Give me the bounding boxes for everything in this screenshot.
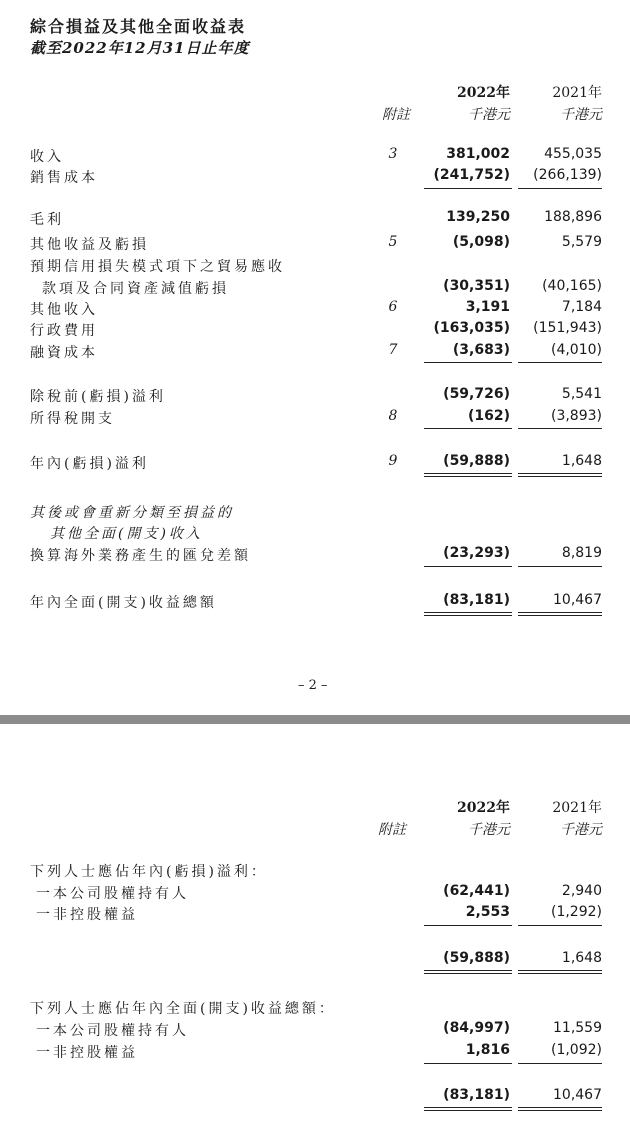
subtotal-rule — [518, 362, 602, 363]
row-2021-exchange-diff: 8,819 — [561, 545, 602, 561]
row-2021-pbt: 5,541 — [561, 386, 602, 402]
p2-2021-total-2: 10,467 — [553, 1087, 602, 1103]
subtotal-rule — [518, 925, 602, 926]
page-number: – 2 – — [298, 678, 328, 693]
p2-col-2022-unit: 千港元 — [468, 822, 510, 838]
row-2022-total-comprehensive: (83,181) — [443, 592, 510, 608]
row-2022-profit-for-year: (59,888) — [443, 453, 510, 469]
p2-col-2022-year: 2022年 — [457, 800, 510, 816]
row-note-profit-for-year: 9 — [388, 453, 398, 469]
total-rule — [424, 612, 512, 613]
subtotal-rule — [518, 188, 602, 189]
total-rule — [518, 1107, 602, 1108]
statement-period: 截至2022年12月31日止年度 — [30, 39, 250, 57]
row-label-ecl-line2: 款項及合同資產減值虧損 — [42, 281, 229, 297]
total-rule — [518, 473, 602, 474]
p2-2021-owners-2: 11,559 — [553, 1020, 602, 1036]
row-2021-admin-expenses: (151,943) — [533, 320, 602, 336]
subtotal-rule — [424, 428, 512, 429]
row-label-exchange-diff: 換算海外業務產生的匯兌差額 — [30, 548, 251, 564]
row-note-finance-costs: 7 — [388, 342, 398, 358]
total-rule — [518, 970, 602, 971]
row-2022-finance-costs: (3,683) — [452, 342, 510, 358]
row-label-other-income: 其他收入 — [30, 302, 98, 318]
col-2021-unit: 千港元 — [560, 107, 602, 123]
subtotal-rule — [424, 566, 512, 567]
subtotal-rule — [424, 188, 512, 189]
p2-label-owners-2: 一本公司股權持有人 — [36, 1023, 189, 1039]
row-label-profit-for-year: 年內(虧損)溢利 — [30, 456, 149, 472]
subtotal-rule — [518, 1063, 602, 1064]
total-rule — [424, 970, 512, 971]
total-rule — [518, 1110, 602, 1111]
p2-label-owners-1: 一本公司股權持有人 — [36, 886, 189, 902]
row-2021-other-gains: 5,579 — [561, 234, 602, 250]
col-2021-year: 2021年 — [552, 85, 602, 101]
p2-2022-owners-2: (84,997) — [443, 1020, 510, 1036]
page-divider — [0, 715, 630, 724]
row-label-finance-costs: 融資成本 — [30, 345, 98, 361]
total-rule — [424, 973, 512, 974]
subtotal-rule — [518, 428, 602, 429]
total-rule — [424, 1110, 512, 1111]
p2-col-note-header: 附註 — [378, 822, 406, 838]
subtotal-rule — [518, 566, 602, 567]
p2-2022-nci-1: 2,553 — [465, 904, 510, 920]
row-2022-cost-of-sales: (241,752) — [433, 167, 510, 183]
total-rule — [424, 473, 512, 474]
p2-col-2021-unit: 千港元 — [560, 822, 602, 838]
row-label-income-tax: 所得稅開支 — [30, 411, 115, 427]
row-2022-other-gains: (5,098) — [452, 234, 510, 250]
row-label-ecl-line1: 預期信用損失模式項下之貿易應收 — [30, 259, 285, 275]
col-note-header: 附註 — [382, 107, 410, 123]
total-rule — [424, 1107, 512, 1108]
subtotal-rule — [424, 362, 512, 363]
row-label-oci-heading2: 其他全面(開支)收入 — [50, 526, 203, 542]
p2-2022-total-1: (59,888) — [443, 950, 510, 966]
row-label-total-comprehensive: 年內全面(開支)收益總額 — [30, 595, 217, 611]
row-label-pbt: 除稅前(虧損)溢利 — [30, 389, 166, 405]
total-rule — [424, 615, 512, 616]
row-2021-cost-of-sales: (266,139) — [533, 167, 602, 183]
statement-title: 綜合損益及其他全面收益表 — [30, 17, 247, 36]
p2-2021-total-1: 1,648 — [561, 950, 602, 966]
row-label-admin-expenses: 行政費用 — [30, 323, 98, 339]
row-label-gross-profit: 毛利 — [30, 212, 64, 228]
p2-2021-nci-1: (1,292) — [550, 904, 602, 920]
row-2022-income-tax: (162) — [467, 408, 510, 424]
row-2022-other-income: 3,191 — [465, 299, 510, 315]
p2-2021-owners-1: 2,940 — [561, 883, 602, 899]
p2-label-attrib-profit: 下列人士應佔年內(虧損)溢利： — [30, 864, 268, 880]
row-note-other-gains: 5 — [388, 234, 398, 250]
row-2021-gross-profit: 188,896 — [544, 209, 602, 225]
row-2021-finance-costs: (4,010) — [550, 342, 602, 358]
p2-2022-total-2: (83,181) — [443, 1087, 510, 1103]
total-rule — [518, 612, 602, 613]
p2-col-2021-year: 2021年 — [552, 800, 602, 816]
total-rule — [518, 973, 602, 974]
total-rule — [424, 476, 512, 477]
p2-2022-nci-2: 1,816 — [465, 1042, 510, 1058]
row-note-other-income: 6 — [388, 299, 398, 315]
total-rule — [518, 476, 602, 477]
total-rule — [518, 615, 602, 616]
row-label-revenue: 收入 — [30, 149, 64, 165]
row-2022-gross-profit: 139,250 — [446, 209, 510, 225]
row-2022-impairment: (30,351) — [443, 278, 510, 294]
row-2022-revenue: 381,002 — [446, 146, 510, 162]
row-2021-income-tax: (3,893) — [550, 408, 602, 424]
row-2022-exchange-diff: (23,293) — [443, 545, 510, 561]
row-2021-other-income: 7,184 — [561, 299, 602, 315]
row-note-revenue: 3 — [388, 146, 398, 162]
p2-label-nci-1: 一非控股權益 — [36, 907, 138, 923]
col-2022-unit: 千港元 — [468, 107, 510, 123]
row-2021-revenue: 455,035 — [544, 146, 602, 162]
p2-label-nci-2: 一非控股權益 — [36, 1045, 138, 1061]
subtotal-rule — [424, 925, 512, 926]
row-2022-pbt: (59,726) — [443, 386, 510, 402]
row-2021-profit-for-year: 1,648 — [561, 453, 602, 469]
col-2022-year: 2022年 — [457, 85, 510, 101]
row-label-other-gains: 其他收益及虧損 — [30, 237, 149, 253]
row-note-income-tax: 8 — [388, 408, 398, 424]
row-2021-impairment: (40,165) — [542, 278, 602, 294]
subtotal-rule — [424, 1063, 512, 1064]
row-label-oci-heading1: 其後或會重新分類至損益的 — [30, 505, 234, 521]
p2-2022-owners-1: (62,441) — [443, 883, 510, 899]
row-label-cost-of-sales: 銷售成本 — [30, 170, 98, 186]
p2-label-attrib-total: 下列人士應佔年內全面(開支)收益總額： — [30, 1001, 336, 1017]
row-2021-total-comprehensive: 10,467 — [553, 592, 602, 608]
row-2022-admin-expenses: (163,035) — [433, 320, 510, 336]
p2-2021-nci-2: (1,092) — [550, 1042, 602, 1058]
